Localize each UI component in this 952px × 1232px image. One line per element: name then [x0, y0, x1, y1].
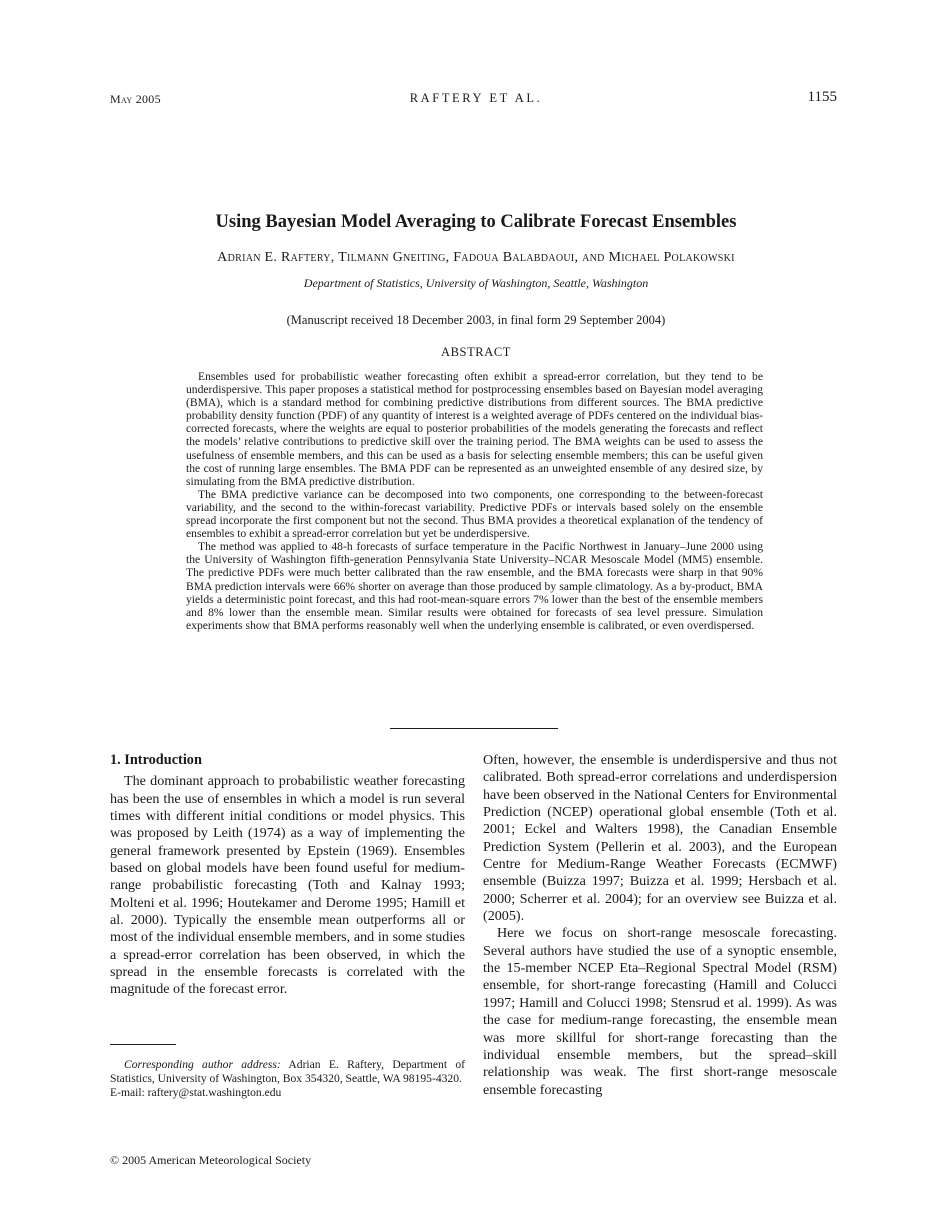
- intro-paragraph-1: The dominant approach to probabilistic weather forecasting has been the use of ensembles in which a model is run several times with different initial conditions or model physics. This was proposed by Leith (1974) as a way of implementing the general framework presented by Epstein (1969). Ensembles based on global models have been found useful for medium-range probabilistic forecasting (Toth and Kalnay 1993; Molteni et al. 1996; Houtekamer and Derome 1995; Hamill et al. 2000). Typically the ensemble mean outperforms all or most of the individual ensemble members, and in some studies a spread-error correlation has been observed, in which the spread in the ensemble forecasts is correlated with the magnitude of the forecast error.: [110, 773, 465, 998]
- page-number: 1155: [807, 89, 837, 105]
- abstract-divider: [390, 728, 558, 729]
- paper-title: Using Bayesian Model Averaging to Calibrate Forecast Ensembles: [215, 212, 737, 232]
- footnote-label: Corresponding author address:: [124, 1058, 281, 1071]
- section-heading-introduction: 1. Introduction: [110, 752, 202, 768]
- abstract-body: [186, 370, 763, 632]
- intro-paragraph-3: Here we focus on short-range mesoscale forecasting. Several authors have studied the use of a synoptic ensemble, the 15-member NCEP Eta–Regional Spectral Model (RSM) ensemble, for short-range forecasting (Hamill and Colucci 1997; Hamill and Colucci 1998; Stensrud et al. 1999). As was the case for medium-range forecasting, the ensemble mean was more skillful for short-range forecasting than the individual ensemble members, but the spread–skill relationship was weak. The first short-range mesoscale ensemble forecasting: [483, 925, 837, 1098]
- abstract-paragraph-3: The method was applied to 48-h forecasts of surface temperature in the Pacific Northwest in January–June 2000 using the University of Washington fifth-generation Pennsylvania State University–NCAR Mesoscale Model (MM5) ensemble. The predictive PDFs were much better calibrated than the raw ensemble, and the BMA forecasts were sharp in that 90% BMA prediction intervals were 66% shorter on average than those produced by sample climatology. As a by-product, BMA yields a deterministic point forecast, and this had root-mean-square errors 7% lower than the best of the ensemble members and 8% lower than the ensemble mean. Similar results were obtained for forecasts of sea level pressure. Simulation experiments show that BMA performs reasonably well when the underlying ensemble is calibrated, or even overdispersed.: [186, 540, 763, 632]
- running-header-authors: RAFTERY ET AL.: [409, 91, 543, 105]
- abstract-paragraph-2: The BMA predictive variance can be decomposed into two components, one corresponding to the between-forecast variability, and the second to the within-forecast variability. Predictive PDFs or intervals based solely on the ensemble spread incorporate the first component but not the second. Thus BMA provides a theoretical explanation of the tendency of ensembles to exhibit a spread-error correlation but yet be underdispersive.: [186, 487, 763, 541]
- abstract-paragraph-1: Ensembles used for probabilistic weather forecasting often exhibit a spread-error correlation, but they tend to be underdispersive. This paper proposes a statistical method for postprocessing ensembles based on Bayesian model averaging (BMA), which is a standard method for combining predictive distributions from different sources. The BMA predictive probability density function (PDF) of any quantity of interest is a weighted average of PDFs centered on the individual bias-corrected forecasts, where the weights are equal to posterior probabilities of the models generating the forecasts and reflect the models’ relative contributions to predictive skill over the training period. The BMA weights can be used to assess the usefulness of ensemble members, and this can be used as a basis for selecting ensemble members; this can be useful given the cost of running large ensembles. The BMA PDF can be represented as an unweighted ensemble of any desired size, by simulating from the BMA predictive distribution.: [186, 370, 763, 488]
- footnote-address-text: Adrian E. Raftery, Department of Statistics, University of Washington, Box 354320, Seattle, WA 98195-4320.: [110, 1058, 465, 1085]
- abstract-heading: ABSTRACT: [440, 345, 512, 359]
- copyright-notice: © 2005 American Meteorological Society: [110, 1153, 312, 1167]
- footnote-email: E-mail: raftery@stat.washington.edu: [110, 1086, 282, 1099]
- running-header-date: May 2005: [110, 92, 161, 106]
- footnote-divider: [110, 1044, 176, 1045]
- intro-paragraph-2: Often, however, the ensemble is underdispersive and thus not calibrated. Both spread-error correlations and underdispersion have been observed in the National Centers for Environmental Prediction (NCEP) operational global ensemble (Toth et al. 2001; Eckel and Walters 1998), the Canadian Ensemble Prediction System (Pellerin et al. 2003), and the European Centre for Medium-Range Weather Forecasts (ECMWF) ensemble (Buizza 1997; Buizza et al. 1999; Hersbach et al. 2000; Scherrer et al. 2004); for an overview see Buizza et al. (2005).: [483, 752, 837, 925]
- affiliation: Department of Statistics, University of Washington, Seattle, Washington: [303, 276, 649, 290]
- author-list: Adrian E. Raftery, Tilmann Gneiting, Fadoua Balabdaoui, and Michael Polakowski: [217, 250, 735, 265]
- right-column: [483, 752, 837, 1099]
- manuscript-note: (Manuscript received 18 December 2003, in final form 29 September 2004): [286, 313, 666, 327]
- footnote: [110, 1058, 465, 1100]
- footnote-address: [110, 1058, 465, 1086]
- left-column: [110, 752, 465, 999]
